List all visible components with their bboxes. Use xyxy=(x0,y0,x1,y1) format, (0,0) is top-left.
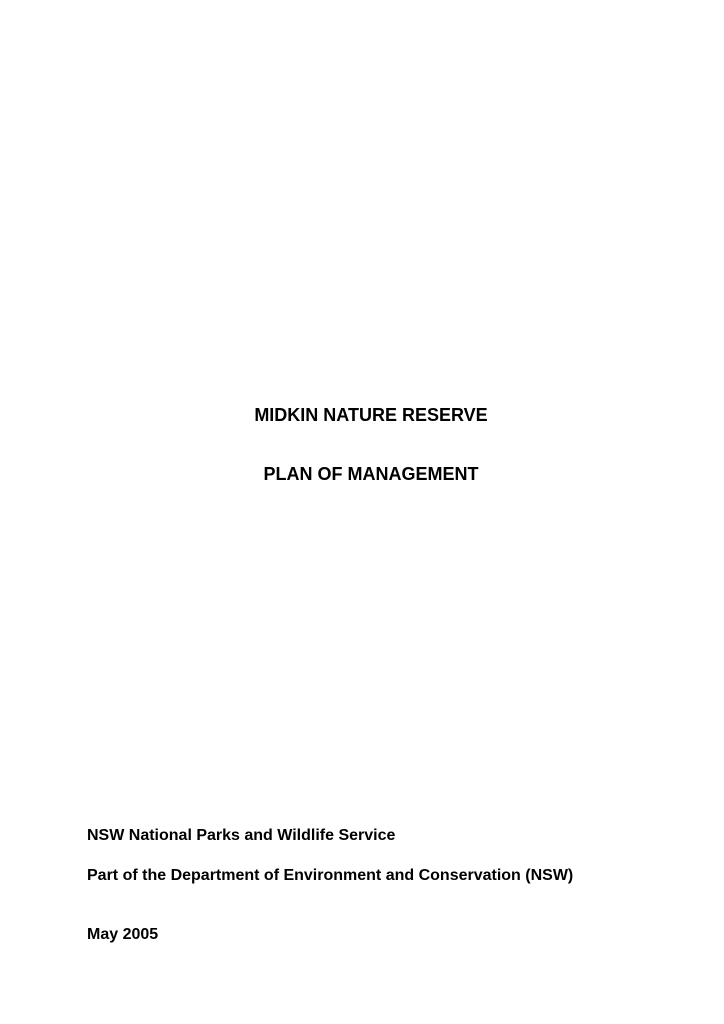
department-name: Part of the Department of Environment and Conservation (NSW) xyxy=(87,867,574,884)
document-subtitle: PLAN OF MANAGEMENT xyxy=(263,464,479,484)
publication-date: May 2005 xyxy=(87,926,159,943)
organization-name: NSW National Parks and Wildlife Service xyxy=(87,827,396,844)
document-title: MIDKIN NATURE RESERVE xyxy=(254,405,488,425)
